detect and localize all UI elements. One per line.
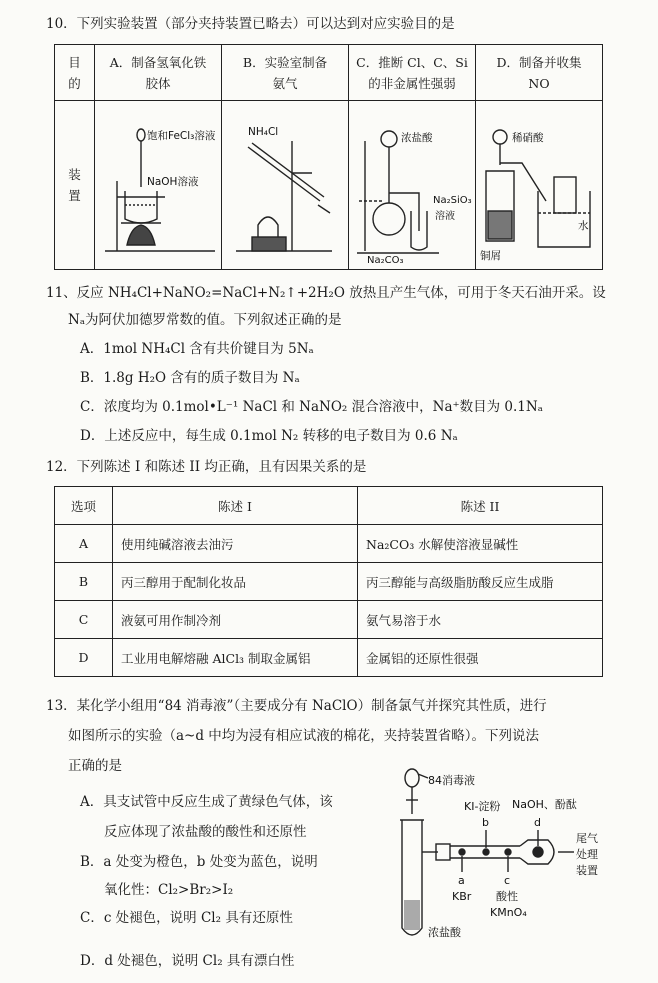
fig-b-label-nh4cl: NH₄Cl	[248, 126, 279, 138]
table-row	[55, 601, 603, 639]
q13-fig-label-hcl: 浓盐酸	[428, 926, 461, 939]
fig-d-apparatus	[476, 101, 602, 263]
fig-a-apparatus	[95, 101, 221, 263]
q13-fig-label-84: 84消毒液	[428, 774, 475, 787]
q13-fig-label-tail2: 处理	[576, 848, 598, 861]
q10-fig-b	[222, 101, 349, 270]
q13-fig-label-tail1: 尾气	[576, 832, 598, 845]
fig-a-label-naoh: NaOH溶液	[147, 176, 199, 188]
q13-fig-label-c: c	[504, 874, 511, 887]
fig-c-label-hcl: 浓盐酸	[401, 132, 433, 144]
q12-header-s2: 陈述 II	[358, 487, 603, 525]
q12-row-b-option: B	[55, 563, 113, 601]
fig-d-label-cu: 铜屑	[480, 250, 501, 262]
q13-option-a-line1: A．具支试管中反应生成了黄绿色气体，该	[80, 794, 333, 810]
q10-header-a: A．制备氢氧化铁 胶体	[95, 45, 222, 101]
q12-row-a-s1: 使用纯碱溶液去油污	[113, 525, 358, 563]
q13-option-c: C．c 处褪色，说明 Cl₂ 具有还原性	[80, 910, 293, 926]
q13-fig-label-b: b	[482, 816, 489, 829]
q13-option-b-line2: 氧化性：Cl₂>Br₂>I₂	[104, 882, 234, 898]
q12-header-s1: 陈述 I	[113, 487, 358, 525]
q12-row-b-s1: 丙三醇用于配制化妆品	[113, 563, 358, 601]
q13-line3: 正确的是	[68, 758, 122, 774]
q12-row-a-s2: Na₂CO₃ 水解使溶液显碱性	[358, 525, 603, 563]
q12-header-option: 选项	[55, 487, 113, 525]
fig-c-label-na2co3: Na₂CO₃	[367, 255, 404, 263]
q13-line1: 13．某化学小组用“84 消毒液”（主要成分有 NaClO）制备氯气并探究其性质，进行	[46, 698, 547, 714]
q10-fig-c	[349, 101, 476, 270]
q12-row-c-s1: 液氨可用作制冷剂	[113, 601, 358, 639]
fig-d-label-water: 水	[578, 220, 589, 232]
q12-row-a-option: A	[55, 525, 113, 563]
q13-fig-label-d: d	[534, 816, 541, 829]
q10-header-b: B．实验室制备 氨气	[222, 45, 349, 101]
q10-stem: 10．下列实验装置（部分夹持装置已略去）可以达到对应实验目的是	[46, 16, 455, 32]
q13-option-b-line1: B．a 处变为橙色，b 处变为蓝色，说明	[80, 854, 318, 870]
q13-fig-label-a: a	[458, 874, 465, 887]
q12-row-c-option: C	[55, 601, 113, 639]
q13-fig-label-ki: KI-淀粉	[464, 800, 501, 813]
q13-apparatus	[398, 760, 608, 960]
q11-option-a: A．1mol NH₄Cl 含有共价键目为 5Nₐ	[80, 341, 314, 357]
q13-line2: 如图所示的实验（a~d 中均为浸有相应试液的棉花，夹持装置省略）。下列说法	[68, 728, 540, 744]
q10-table	[54, 44, 603, 270]
q13-option-a-line2: 反应体现了浓盐酸的酸性和还原性	[104, 824, 307, 840]
q11-line2: Nₐ为阿伏加德罗常数的值。下列叙述正确的是	[68, 312, 342, 328]
q11-line1: 11、反应 NH₄Cl+NaNO₂=NaCl+N₂↑+2H₂O 放热且产生气体，可用于冬天石油开采。设	[46, 285, 606, 301]
q12-table	[54, 486, 603, 677]
q11-option-b: B．1.8g H₂O 含有的质子数目为 Nₐ	[80, 370, 300, 386]
fig-b-apparatus	[222, 101, 348, 263]
q10-fig-d	[476, 101, 603, 270]
q12-row-d-s1: 工业用电解熔融 AlCl₃ 制取金属铝	[113, 639, 358, 677]
q13-fig-label-naoh: NaOH、酚酞	[512, 798, 577, 811]
q10-row-label: 装 置	[55, 101, 95, 270]
q10-header-label: 目 的	[55, 45, 95, 101]
q10-header-d: D．制备并收集 NO	[476, 45, 603, 101]
q13-fig-label-tail3: 装置	[576, 864, 598, 877]
q10-header-c: C．推断 Cl、C、Si 的非金属性强弱	[349, 45, 476, 101]
q13-fig-label-acid1: 酸性	[496, 890, 518, 903]
q12-stem: 12．下列陈述 I 和陈述 II 均正确，且有因果关系的是	[46, 459, 367, 475]
fig-c-apparatus	[349, 101, 475, 263]
q10-fig-a	[95, 101, 222, 270]
q11-option-c: C．浓度均为 0.1mol•L⁻¹ NaCl 和 NaNO₂ 混合溶液中，Na⁺数目为 0.1Nₐ	[80, 399, 543, 415]
fig-c-label-solution: 溶液	[435, 211, 455, 222]
q12-row-c-s2: 氨气易溶于水	[358, 601, 603, 639]
table-row	[55, 563, 603, 601]
q13-fig-label-acid2: KMnO₄	[490, 906, 527, 919]
fig-a-label-fecl3: 饱和FeCl₃溶液	[147, 130, 216, 142]
q12-row-b-s2: 丙三醇能与高级脂肪酸反应生成脂	[358, 563, 603, 601]
table-row	[55, 525, 603, 563]
q13-fig-label-kbr: KBr	[452, 890, 472, 903]
table-row	[55, 639, 603, 677]
q12-row-d-option: D	[55, 639, 113, 677]
q13-option-d: D．d 处褪色，说明 Cl₂ 具有漂白性	[80, 953, 295, 969]
q11-option-d: D．上述反应中，每生成 0.1mol N₂ 转移的电子数目为 0.6 Nₐ	[80, 428, 458, 444]
q12-row-d-s2: 金属铝的还原性很强	[358, 639, 603, 677]
fig-d-label-hno3: 稀硝酸	[512, 132, 544, 144]
fig-c-label-na2sio3: Na₂SiO₃	[433, 195, 472, 206]
